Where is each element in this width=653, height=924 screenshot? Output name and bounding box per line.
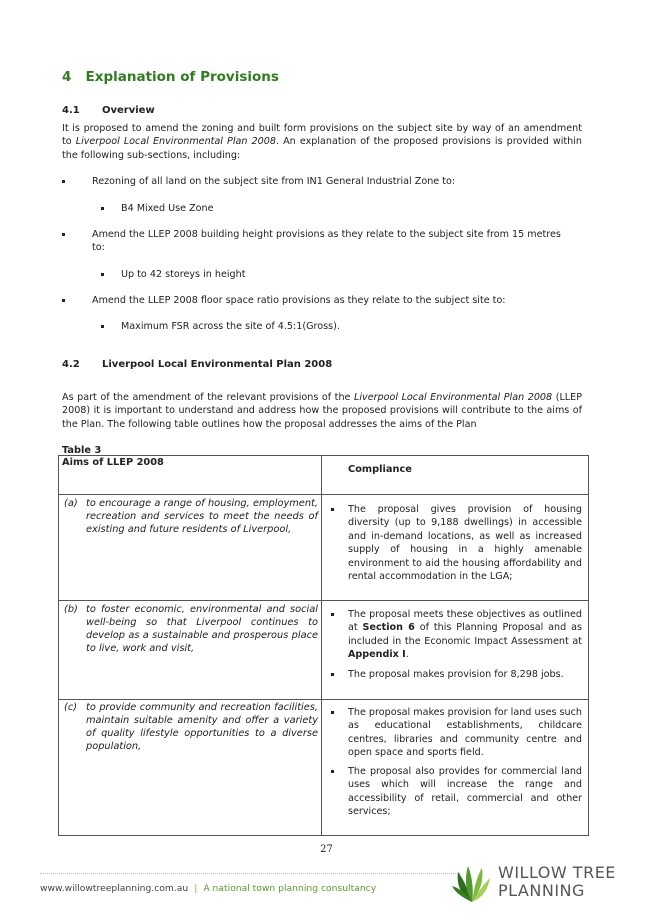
compliance-text: . (405, 649, 409, 661)
table-row-compliance (348, 706, 582, 760)
subsection-title: Overview (102, 105, 155, 116)
bullet-text: Amend the LLEP 2008 building height provisions as they relate to the subject site from 15 metres to: (92, 229, 561, 254)
aim-label: (b) (64, 604, 78, 615)
footer-url[interactable]: www.willowtreeplanning.com.au (40, 883, 189, 894)
table-caption: Table 3 (62, 445, 102, 456)
sub-bullet-text: Up to 42 storeys in height (121, 269, 246, 280)
section-reference: Section 6 (362, 622, 415, 634)
compliance-text: The proposal gives provision of housing diversity (up to 9,188 dwellings) in accessible and in-demand locations, as well as increased supply of housing in a highly amenable environment to aid the housing affordability and rental accommodation in the LGA; (348, 504, 582, 583)
bullet-icon (331, 613, 334, 616)
sub-bullet-item (121, 268, 245, 281)
table-row-aim (64, 497, 318, 536)
aim-text: to provide community and recreation facilities, maintain suitable amenity and offer a variety of quality lifestyle opportunities to a diverse population, (86, 702, 318, 752)
table-row-aim (64, 603, 318, 655)
bullet-icon (101, 273, 104, 276)
table-row-compliance (348, 668, 582, 681)
overview-paragraph (62, 122, 582, 162)
table-header-compliance: Compliance (348, 464, 412, 475)
table-row-compliance (348, 765, 582, 819)
bullet-item (92, 175, 572, 188)
sub-bullet-item (121, 320, 340, 333)
subsection-heading-overview (62, 105, 155, 116)
table-row-divider (58, 699, 589, 700)
sub-bullet-item (121, 202, 214, 215)
bullet-icon (331, 508, 334, 511)
table-row-compliance (348, 608, 582, 662)
footer-separator: | (194, 883, 198, 894)
subsection-heading-llep (62, 359, 332, 370)
overview-text: It is proposed to amend the zoning and built form provisions on the subject site by way of an amendment to (62, 123, 582, 148)
bullet-icon (101, 207, 104, 210)
compliance-text: The proposal makes provision for 8,298 jobs. (348, 669, 564, 680)
company-logo (452, 860, 622, 904)
overview-text-end: . An explanation of the proposed provisions is provided within the following sub-sections, including: (62, 136, 582, 161)
bullet-item (92, 294, 572, 307)
llep-text: As part of the amendment of the relevant provisions of the (62, 392, 354, 403)
compliance-text: of this Planning Proposal and as included in the Economic Impact Assessment at (348, 622, 582, 647)
bullet-item (92, 228, 572, 255)
logo-line-1: WILLOW TREE (498, 863, 616, 882)
aim-label: (a) (64, 498, 78, 509)
table-column-divider (321, 455, 322, 836)
bullet-icon (331, 770, 334, 773)
footer-tagline: A national town planning consultancy (203, 883, 377, 894)
section-title: Explanation of Provisions (85, 69, 279, 85)
bullet-text: Amend the LLEP 2008 floor space ratio provisions as they relate to the subject site to: (92, 295, 506, 306)
llep-paragraph (62, 391, 582, 431)
llep-plan-name: Liverpool Local Environmental Plan 2008 (354, 392, 553, 403)
footer (40, 883, 376, 894)
subsection-title: Liverpool Local Environmental Plan 2008 (102, 359, 333, 370)
table-row-compliance (348, 503, 582, 583)
aim-text: to encourage a range of housing, employment, recreation and services to meet the needs of existing and future residents of Liverpool, (86, 498, 318, 535)
section-heading (62, 69, 279, 85)
appendix-reference: Appendix I (348, 649, 406, 661)
table-row-divider (58, 494, 589, 495)
sub-bullet-text: Maximum FSR across the site of 4.5:1(Gross). (121, 321, 340, 332)
tree-icon (452, 862, 492, 904)
table-row-divider (58, 600, 589, 601)
sub-bullet-text: B4 Mixed Use Zone (121, 203, 214, 214)
subsection-number: 4.2 (62, 359, 80, 370)
compliance-text: The proposal also provides for commercial land uses which will increase the range and accessibility of retail, commercial and other services; (348, 766, 582, 818)
bullet-icon (331, 711, 334, 714)
footer-divider (40, 873, 460, 874)
aim-text: to foster economic, environmental and social well-being so that Liverpool continues to develop as a sustainable and prosperous place to live, work and visit, (86, 604, 318, 654)
llep-text-end: (LLEP 2008) it is important to understand and address how the proposed provisions will contribute to the aims of the Plan. The following table outlines how the proposal addresses the aims of the Plan (62, 392, 582, 430)
table-header-aims: Aims of LLEP 2008 (62, 457, 164, 468)
bullet-icon (62, 180, 65, 183)
bullet-text: Rezoning of all land on the subject site from IN1 General Industrial Zone to: (92, 176, 456, 187)
subsection-number: 4.1 (62, 105, 80, 116)
aim-label: (c) (64, 702, 78, 713)
bullet-icon (62, 233, 65, 236)
section-number: 4 (62, 69, 72, 85)
compliance-text: The proposal makes provision for land uses such as educational establishments, childcare centres, libraries and community centre and open space and sports field. (348, 707, 582, 759)
table-row-aim (64, 701, 318, 753)
compliance-text: The proposal meets these objectives as outlined at (348, 609, 582, 634)
logo-line-2: PLANNING (498, 881, 585, 900)
overview-plan-name: Liverpool Local Environmental Plan 2008 (75, 136, 276, 148)
page-number: 27 (320, 844, 333, 855)
bullet-icon (101, 325, 104, 328)
bullet-icon (62, 299, 65, 302)
bullet-icon (331, 673, 334, 676)
